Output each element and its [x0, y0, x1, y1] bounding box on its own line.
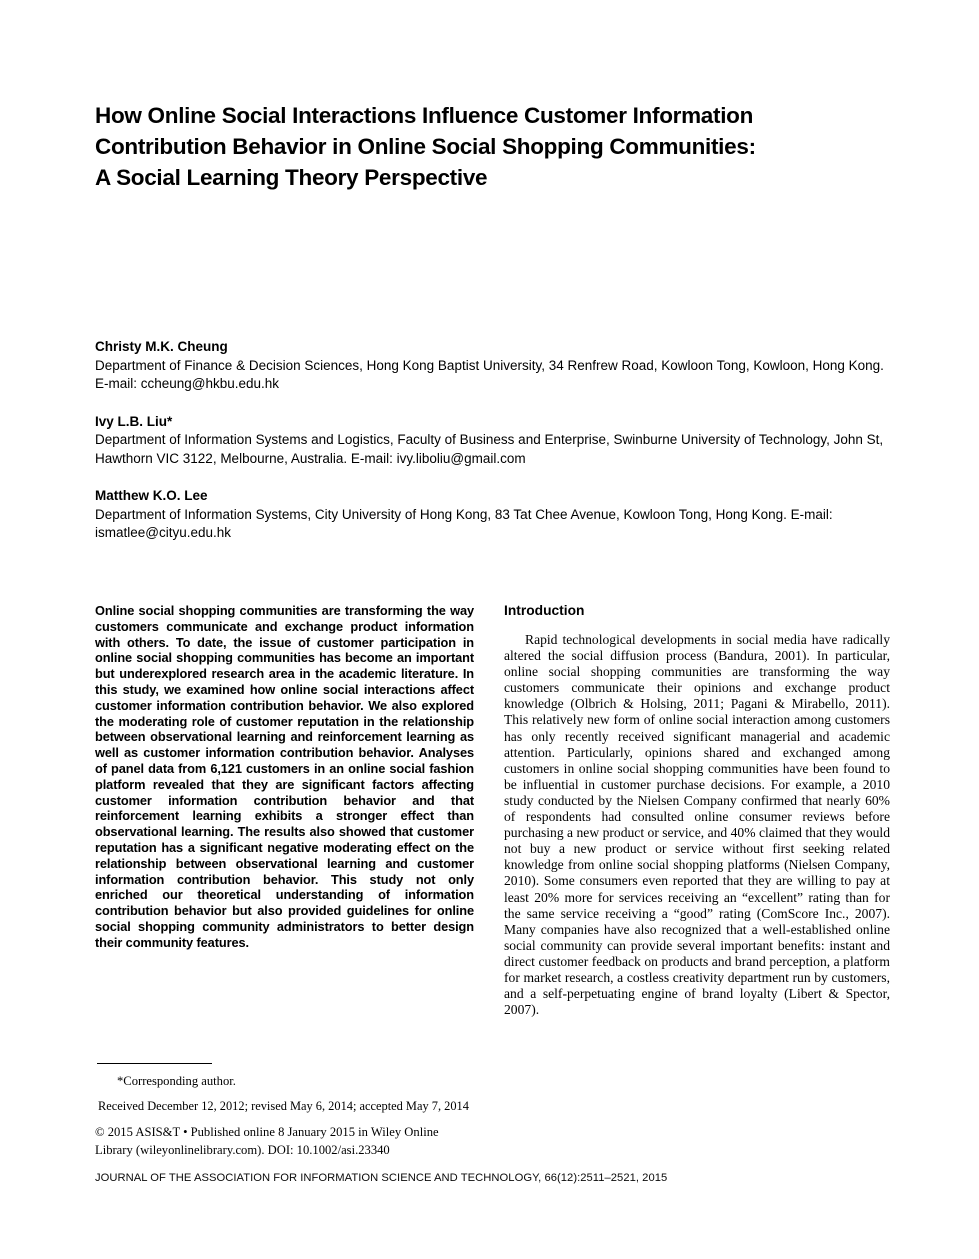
journal-footer-line: JOURNAL OF THE ASSOCIATION FOR INFORMATION SCIENCE AND TECHNOLOGY, 66(12):2511–2521, 2015	[95, 1172, 668, 1184]
author-affiliation-1: Department of Finance & Decision Sciences, Hong Kong Baptist University, 34 Renfrew Road, Kowloon Tong, Kowloon, Hong Kong. E-mail: ccheung@hkbu.edu.hk	[95, 357, 884, 391]
author-block-3	[95, 487, 887, 543]
right-column	[504, 603, 890, 1159]
footnote-block	[95, 1063, 474, 1159]
copyright-doi-footnote: © 2015 ASIS&T • Published online 8 January 2015 in Wiley Online Library (wileyonlinelibrary.com). DOI: 10.1002/asi.23340	[95, 1125, 439, 1157]
footnote-divider-rule	[97, 1063, 212, 1064]
introduction-heading: Introduction	[504, 603, 585, 618]
author-block-1	[95, 338, 887, 394]
paper-title: How Online Social Interactions Influence Customer Information Contribution Behavior in Online Social Shopping Communities: A Social Learning Theory Perspective	[95, 103, 756, 190]
left-column	[95, 603, 474, 1159]
abstract-text: Online social shopping communities are transforming the way customers communicate and exchange product information with others. To date, the issue of customer participation in online social shopping communities has become an important but underexplored research area in the academic literature. In this study, we examined how online social interactions affect customer information contribution behavior. We also explored the moderating role of customer reputation in the relationship between observational learning and reinforcement learning as well as customer information contribution behavior. Analyses of panel data from 6,121 customers in an online social fashion platform revealed that they are significant factors affecting customer information contribution behavior and that reinforcement learning exhibits a stronger effect than observational learning. The results also showed that customer reputation has a significant negative moderating effect on the relationship between observational learning and customer information contribution behavior. This study not only enriched our theoretical understanding of information contribution behavior but also provided guidelines for online social shopping community administrators to better design their community features.	[95, 603, 474, 950]
two-column-body	[95, 603, 890, 1159]
corresponding-author-footnote: *Corresponding author.	[117, 1074, 236, 1088]
author-affiliation-3: Department of Information Systems, City University of Hong Kong, 83 Tat Chee Avenue, Kowloon Tong, Hong Kong. E-mail: ismatlee@cityu.edu.hk	[95, 506, 833, 540]
received-dates-footnote: Received December 12, 2012; revised May 6, 2014; accepted May 7, 2014	[98, 1099, 469, 1113]
author-name-3: Matthew K.O. Lee	[95, 488, 208, 503]
author-block-2	[95, 413, 887, 469]
authors-section	[95, 338, 887, 562]
author-name-1: Christy M.K. Cheung	[95, 339, 228, 354]
author-affiliation-2: Department of Information Systems and Logistics, Faculty of Business and Enterprise, Swinburne University of Technology, John St, Hawthorn VIC 3122, Melbourne, Australia. E-mail: ivy.liboliu@gmail.com	[95, 432, 884, 466]
author-name-2: Ivy L.B. Liu*	[95, 413, 173, 429]
introduction-paragraph: Rapid technological developments in social media have radically altered the social diffusion process (Bandura, 2001). In particular, online social shopping communities are transforming the way customers communicate their opinions and exchange product knowledge (Olbrich & Holsing, 2011; Pagani & Mirabello, 2011). This relatively new form of online social interaction among customers has only recently received significant managerial and academic attention. Particularly, opinions shared and exchanged among customers in online social shopping communities have been found to be influential in customer purchase decisions. For example, a 2010 study conducted by the Nielsen Company confirmed that nearly 60% of respondents had consulted online consumer reviews before purchasing a new product or service, and 40% claimed that they would not buy a new product or service without first seeking related knowledge from online social shopping platforms (Nielsen Company, 2010). Some consumers even reported that they are willing to pay at least 20% more for services receiving an “excellent” rating than for the same service receiving a “good” rating (ComScore Inc., 2007). Many companies have also recognized that a well-established online social community can provide several important benefits: instant and direct customer feedback on products and brand perception, a platform for market research, a costless creativity department run by customers, and a self-perpetuating engine of brand loyalty (Libert & Spector, 2007).	[504, 632, 890, 1018]
